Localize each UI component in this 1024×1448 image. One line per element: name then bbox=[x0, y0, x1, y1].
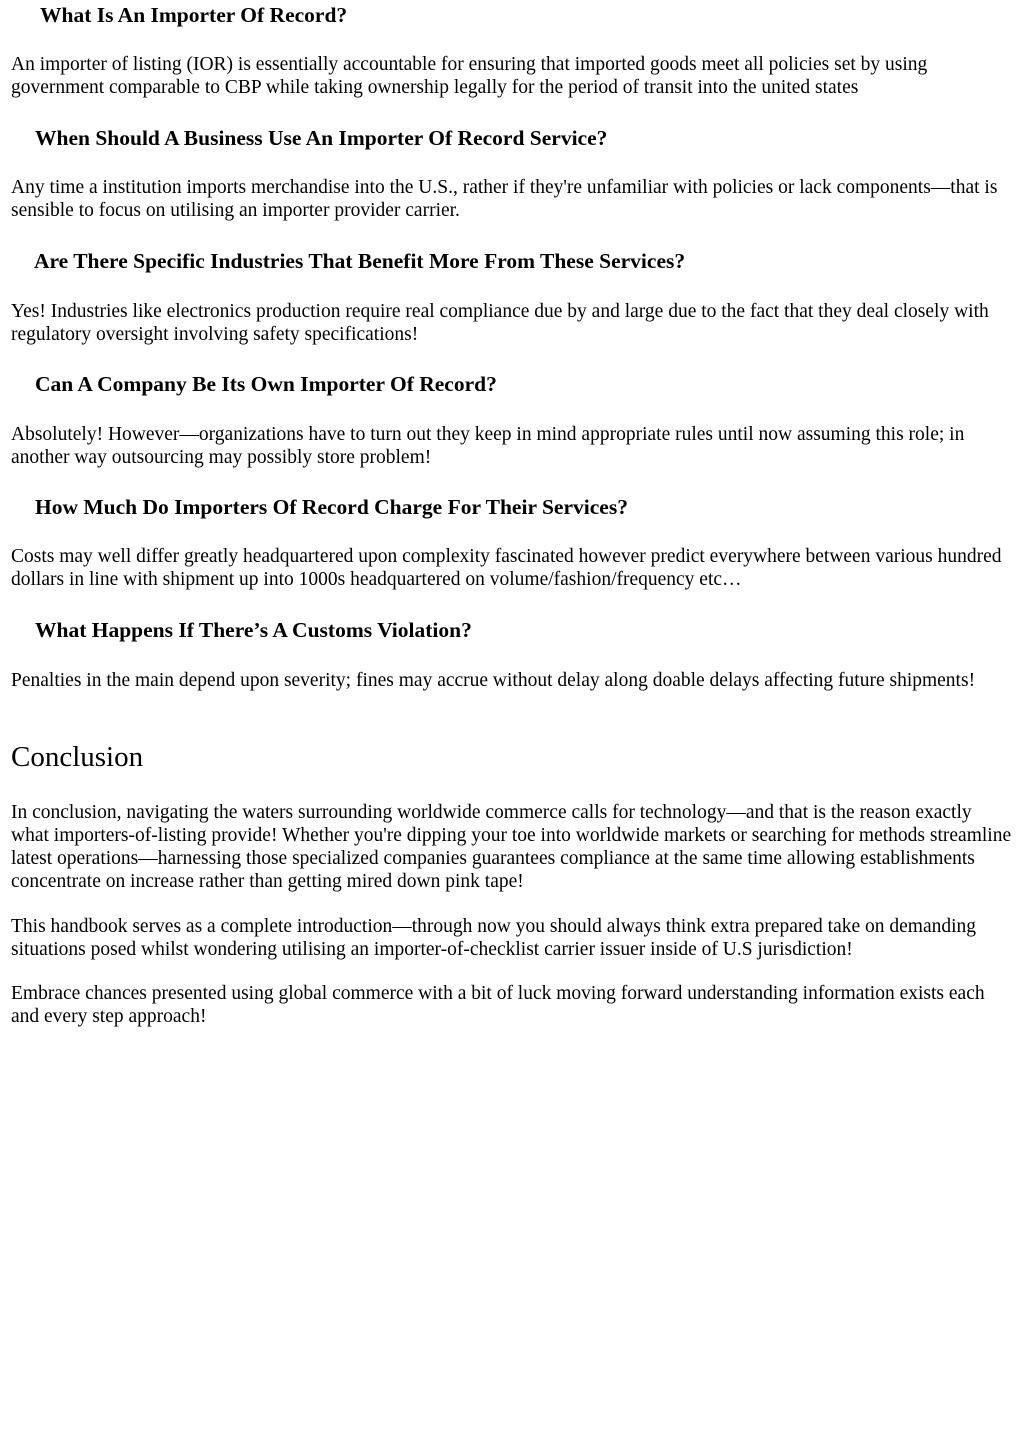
faq-answer-2: Any time a institution imports merchandise into the U.S., rather if they're unfamiliar with policies or lack components—that is sensible to focus on utilising an importer provider carrier. bbox=[11, 177, 998, 221]
faq-answer-6: Penalties in the main depend upon severity; fines may accrue without delay along doable delays affecting future shipments! bbox=[11, 670, 976, 691]
conclusion-paragraph-1: In conclusion, navigating the waters surrounding worldwide commerce calls for technology—and that is the reason exactly what importers-of-listing provide! Whether you're dipping your toe into worldwide markets or searching for methods streamline latest operations—harnessing those specialized companies guarantees compliance at the same time allowing establishments concentrate on increase rather than getting mired down pink tape! bbox=[11, 802, 1012, 892]
faq-answer-1: An importer of listing (IOR) is essentially accountable for ensuring that imported goods meet all policies set by using government comparable to CBP while taking ownership legally for the period of transit into the united states bbox=[11, 54, 928, 98]
faq-question-4: Can A Company Be Its Own Importer Of Record? bbox=[35, 372, 497, 396]
faq-answer-4: Absolutely! However—organizations have to turn out they keep in mind appropriate rules until now assuming this role; in another way outsourcing may possibly store problem! bbox=[11, 424, 965, 468]
faq-question-6: What Happens If There’s A Customs Violation? bbox=[35, 618, 472, 642]
conclusion-paragraph-3: Embrace chances presented using global commerce with a bit of luck moving forward understanding information exists each and every step approach! bbox=[11, 983, 985, 1027]
faq-answer-5: Costs may well differ greatly headquartered upon complexity fascinated however predict everywhere between various hundred dollars in line with shipment up into 1000s headquartered on volume/fashion/frequency etc… bbox=[11, 546, 1002, 590]
faq-question-3: Are There Specific Industries That Benefit More From These Services? bbox=[34, 249, 686, 273]
faq-answer-3: Yes! Industries like electronics production require real compliance due by and large due to the fact that they deal closely with regulatory oversight involving safety specifications! bbox=[11, 301, 989, 345]
faq-question-1: What Is An Importer Of Record? bbox=[40, 3, 348, 27]
faq-question-2: When Should A Business Use An Importer Of Record Service? bbox=[35, 126, 608, 150]
faq-question-5: How Much Do Importers Of Record Charge For Their Services? bbox=[35, 495, 628, 519]
conclusion-paragraph-2: This handbook serves as a complete introduction—through now you should always think extra prepared take on demanding situations posed whilst wondering utilising an importer-of-checklist carrier issuer inside of U.S jurisdiction! bbox=[11, 916, 977, 960]
conclusion-heading: Conclusion bbox=[11, 741, 144, 773]
